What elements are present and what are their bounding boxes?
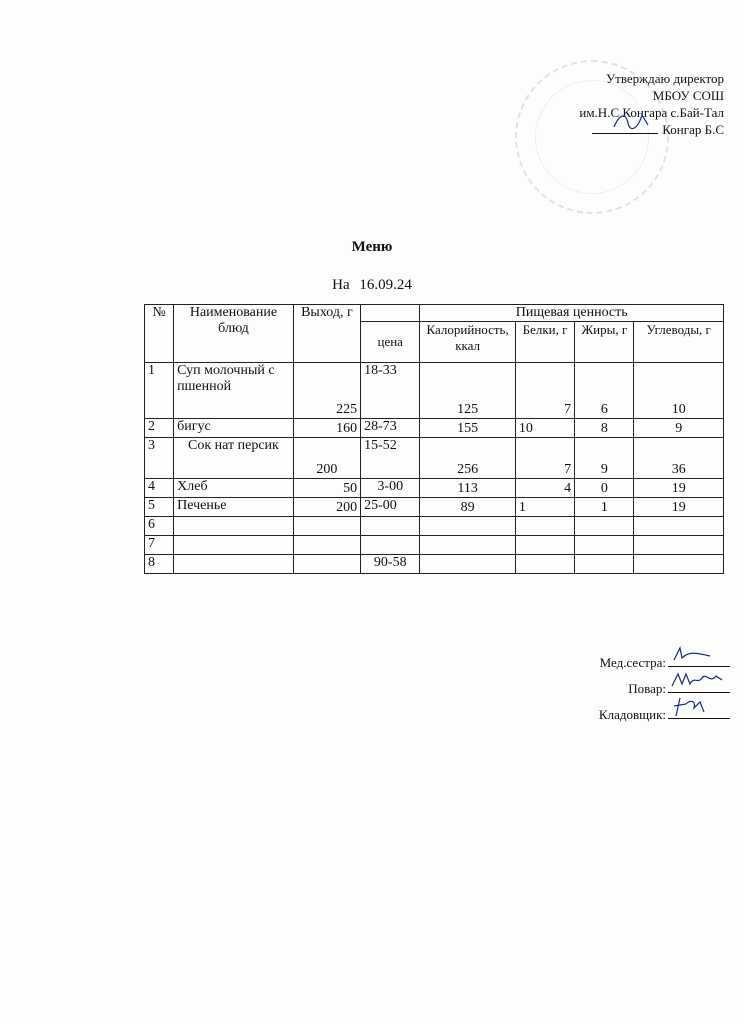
row-price: 25-00	[361, 498, 420, 517]
table-row	[145, 363, 724, 419]
date-label: На	[332, 277, 350, 293]
row-protein: 7	[515, 438, 574, 479]
table-row	[145, 498, 724, 517]
row-carbs: 19	[634, 479, 724, 498]
row-calories: 89	[420, 498, 515, 517]
row-fat: 1	[575, 498, 634, 517]
row-calories: 125	[420, 363, 515, 419]
approval-line-2: МБОУ СОШ	[652, 88, 724, 103]
row-fat	[575, 555, 634, 574]
page-title: Меню	[351, 239, 393, 255]
signature-scribble-icon	[670, 696, 714, 718]
row-name: Хлеб	[174, 479, 294, 498]
row-name	[174, 536, 294, 555]
row-output: 160	[293, 419, 360, 438]
row-num: 4	[145, 479, 174, 498]
row-calories: 155	[420, 419, 515, 438]
row-fat	[575, 517, 634, 536]
row-output: 200	[293, 438, 360, 479]
row-output	[293, 555, 360, 574]
approval-line-3: им.Н.С Конгара с.Бай-Тал	[579, 105, 724, 120]
row-output	[293, 536, 360, 555]
row-num: 1	[145, 363, 174, 419]
row-protein	[515, 536, 574, 555]
header-num: №	[145, 305, 174, 363]
table-row	[145, 479, 724, 498]
row-name: Суп молочный с пшенной	[174, 363, 294, 419]
row-output: 225	[293, 363, 360, 419]
approval-block	[464, 70, 724, 138]
row-carbs: 19	[634, 498, 724, 517]
header-price: цена	[361, 322, 420, 363]
row-calories	[420, 555, 515, 574]
approval-signer-name: Конгар Б.С	[662, 122, 724, 137]
row-carbs: 9	[634, 419, 724, 438]
table-row	[145, 438, 724, 479]
row-num: 2	[145, 419, 174, 438]
table-row	[145, 419, 724, 438]
row-price: 15-52	[361, 438, 420, 479]
approval-line-1: Утверждаю директор	[605, 71, 724, 86]
header-row-1	[145, 305, 724, 322]
cook-label: Повар:	[628, 681, 666, 696]
row-fat	[575, 536, 634, 555]
row-carbs: 10	[634, 363, 724, 419]
menu-table	[144, 304, 724, 574]
row-output	[293, 517, 360, 536]
row-carbs	[634, 555, 724, 574]
signature-scribble-icon	[670, 644, 714, 664]
row-price	[361, 536, 420, 555]
cook-signature	[668, 678, 730, 693]
row-num: 6	[145, 517, 174, 536]
row-calories	[420, 517, 515, 536]
row-num: 3	[145, 438, 174, 479]
storekeeper-signature-row	[560, 702, 730, 728]
row-fat: 0	[575, 479, 634, 498]
header-nutrition: Пищевая ценность	[420, 305, 724, 322]
signature-block	[560, 650, 730, 728]
table-row	[145, 517, 724, 536]
nurse-label: Мед.сестра:	[599, 655, 666, 670]
row-protein: 10	[515, 419, 574, 438]
row-protein: 4	[515, 479, 574, 498]
table-row	[145, 555, 724, 574]
header-fat: Жиры, г	[575, 322, 634, 363]
header-output: Выход, г	[293, 305, 360, 363]
director-signature	[592, 121, 658, 134]
row-protein	[515, 517, 574, 536]
nurse-signature	[668, 652, 730, 667]
row-price	[361, 517, 420, 536]
row-output: 50	[293, 479, 360, 498]
row-name	[174, 555, 294, 574]
row-carbs	[634, 517, 724, 536]
storekeeper-label: Кладовщик:	[598, 707, 666, 722]
header-blank	[361, 305, 420, 322]
signature-scribble-icon	[670, 670, 726, 690]
row-price: 18-33	[361, 363, 420, 419]
row-output: 200	[293, 498, 360, 517]
row-carbs	[634, 536, 724, 555]
row-fat: 6	[575, 363, 634, 419]
signature-scribble-icon	[612, 109, 652, 131]
row-calories	[420, 536, 515, 555]
row-name: Печенье	[174, 498, 294, 517]
row-protein: 7	[515, 363, 574, 419]
date-value: 16.09.24	[359, 277, 412, 293]
row-protein	[515, 555, 574, 574]
row-name: Сок нат персик	[174, 438, 294, 479]
header-calories: Калорийность, ккал	[420, 322, 515, 363]
row-num: 5	[145, 498, 174, 517]
row-price: 90-58	[361, 555, 420, 574]
header-protein: Белки, г	[515, 322, 574, 363]
row-fat: 9	[575, 438, 634, 479]
row-name	[174, 517, 294, 536]
header-carbs: Углеводы, г	[634, 322, 724, 363]
row-fat: 8	[575, 419, 634, 438]
row-calories: 113	[420, 479, 515, 498]
row-price: 3-00	[361, 479, 420, 498]
row-num: 8	[145, 555, 174, 574]
storekeeper-signature	[668, 704, 730, 719]
row-num: 7	[145, 536, 174, 555]
row-carbs: 36	[634, 438, 724, 479]
table-row	[145, 536, 724, 555]
row-calories: 256	[420, 438, 515, 479]
row-protein: 1	[515, 498, 574, 517]
row-price: 28-73	[361, 419, 420, 438]
approval-signer-row	[464, 121, 724, 138]
row-name: бигус	[174, 419, 294, 438]
menu-date	[0, 277, 744, 294]
header-name: Наименование блюд	[174, 305, 294, 363]
